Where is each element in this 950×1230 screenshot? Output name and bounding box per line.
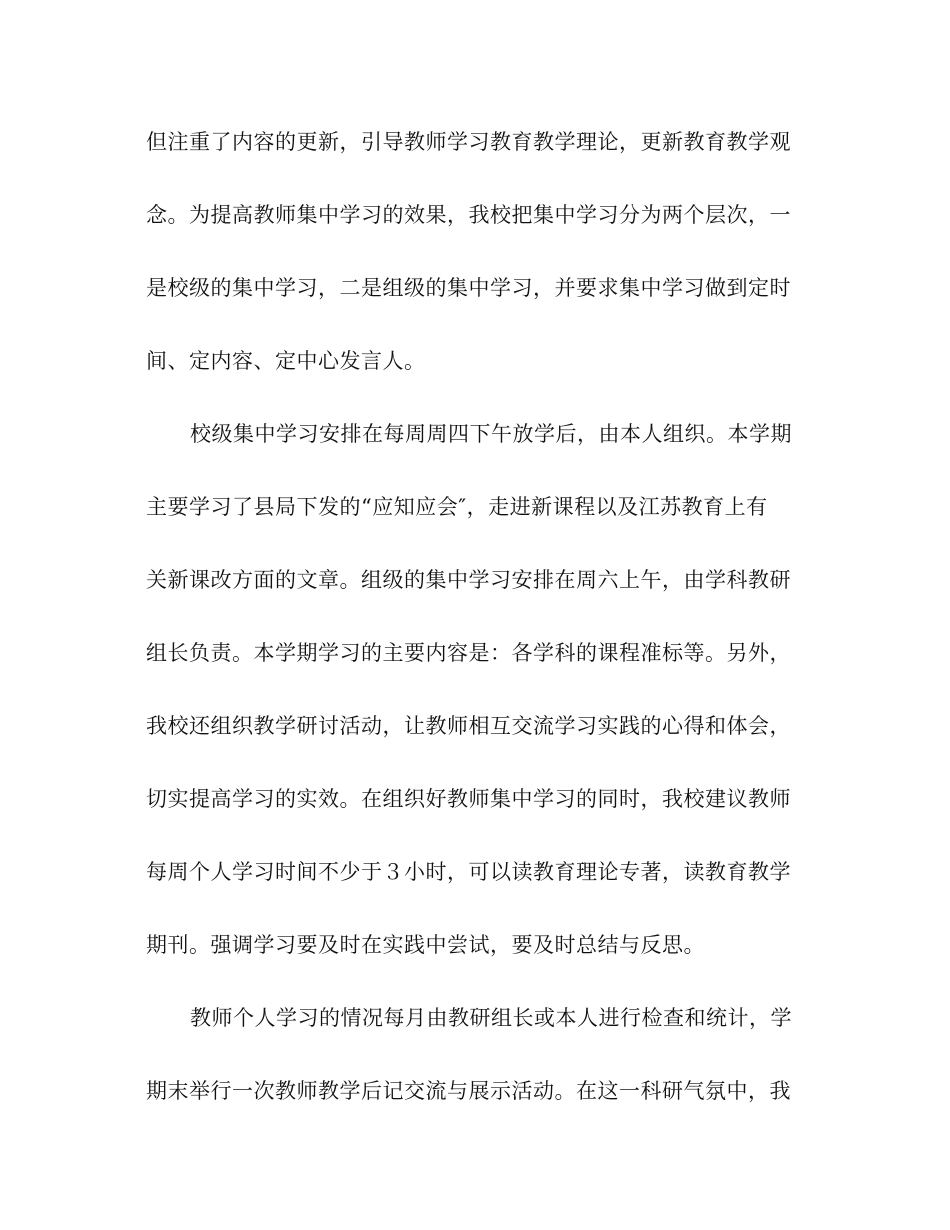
text-line: 关新课改方面的文章。组级的集中学习安排在周六上午，由学科教研: [146, 568, 791, 592]
text-line: 是校级的集中学习，二是组级的集中学习，并要求集中学习做到定时: [146, 276, 791, 300]
text-line: 期末举行一次教师教学后记交流与展示活动。在这一科研气氛中，我: [146, 1079, 791, 1103]
text-line: 组长负责。本学期学习的主要内容是：各学科的课程准标等。另外，: [146, 641, 791, 665]
text-line: 但注重了内容的更新，引导教师学习教育教学理论，更新教育教学观: [146, 130, 791, 154]
text-line: 每周个人学习时间不少于３小时，可以读教育理论专著，读教育教学: [146, 860, 791, 884]
text-line: 念。为提高教师集中学习的效果，我校把集中学习分为两个层次，一: [146, 203, 791, 227]
text-line: 间、定内容、定中心发言人。: [146, 349, 426, 373]
text-line: 教师个人学习的情况每月由教研组长或本人进行检查和统计，学: [190, 1006, 792, 1030]
text-line: 切实提高学习的实效。在组织好教师集中学习的同时，我校建议教师: [146, 787, 791, 811]
text-line: 校级集中学习安排在每周周四下午放学后，由本人组织。本学期: [190, 422, 792, 446]
text-line: 主要学习了县局下发的“应知应会″，走进新课程以及江苏教育上有: [146, 495, 768, 519]
text-line: 期刊。强调学习要及时在实践中尝试，要及时总结与反思。: [146, 933, 705, 957]
text-line: 我校还组织教学研讨活动，让教师相互交流学习实践的心得和体会，: [146, 714, 791, 738]
